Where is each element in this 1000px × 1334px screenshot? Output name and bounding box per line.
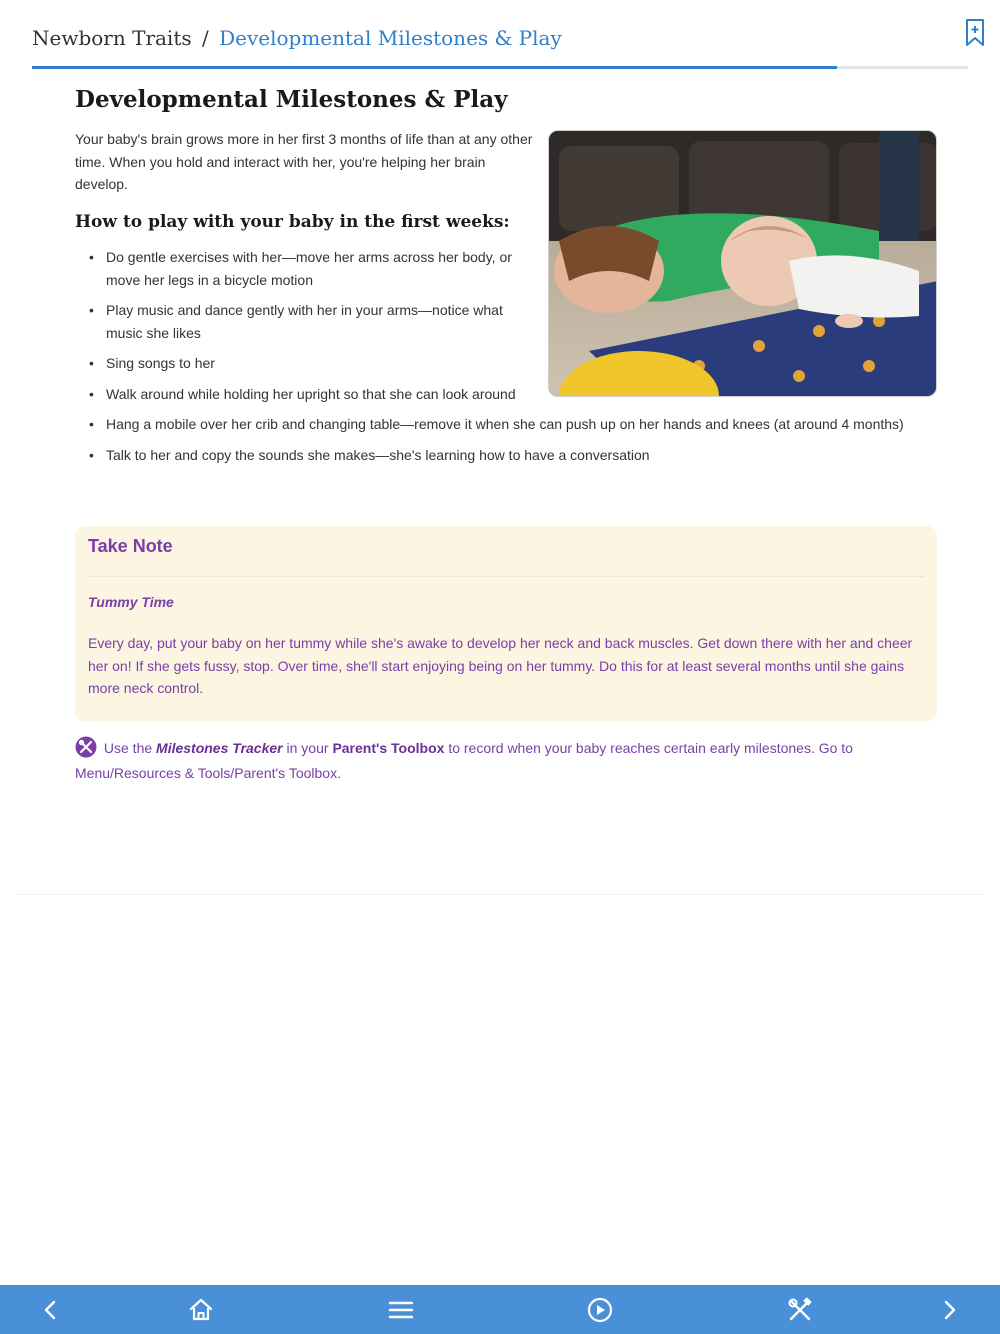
play-tips-list (75, 246, 937, 474)
article (75, 84, 937, 781)
list-item: • Walk around while holding her upright so that she can look around (75, 383, 537, 406)
breadcrumb (32, 26, 562, 50)
note-body: Every day, put your baby on her tummy while she's awake to develop her neck and back muscles. Get down there with her and cheer her on! If she gets fussy, stop. Over time, she'll start enjoying being on her tummy. Do this for at least several months until she gains more neck control. (88, 635, 913, 696)
content-end-divider (16, 894, 984, 895)
header (0, 0, 1000, 72)
back-arrow-icon[interactable] (36, 1295, 66, 1325)
bottom-navigation-bar (0, 1285, 1000, 1334)
tracker-text-3: to record when your baby reaches certain early milestones. Go to Menu/Resources & Tools/Parent's Toolbox. (75, 740, 853, 781)
breadcrumb-separator: / (201, 26, 209, 50)
breadcrumb-parent[interactable]: Newborn Traits (32, 26, 192, 50)
note-divider (88, 576, 924, 577)
tracker-text-2: in your (286, 740, 329, 756)
milestones-tracker-tip (75, 736, 937, 786)
parents-toolbox-link[interactable]: Parent's Toolbox (332, 740, 445, 756)
take-note-box (75, 526, 937, 721)
list-item: • Sing songs to her (75, 352, 537, 375)
list-item: • Hang a mobile over her crib and changing table—remove it when she can push up on her hands and knees (at around 4 months) (75, 413, 937, 436)
tracker-text-1: Use the (103, 740, 153, 756)
note-subtitle: Tummy Time (88, 594, 174, 610)
page-title: Developmental Milestones & Play (75, 86, 508, 113)
breadcrumb-current: Developmental Milestones & Play (219, 26, 562, 50)
play-icon[interactable] (585, 1295, 615, 1325)
home-icon[interactable] (186, 1295, 216, 1325)
list-item: • Talk to her and copy the sounds she makes—she's learning how to have a conversation (75, 444, 937, 467)
tools-icon (75, 736, 97, 758)
note-title: Take Note (88, 536, 173, 556)
milestones-tracker-link[interactable]: Milestones Tracker (156, 740, 283, 756)
section-subheading: How to play with your baby in the first weeks: (75, 212, 510, 232)
list-item: • Play music and dance gently with her in your arms—notice what music she likes (75, 299, 537, 344)
forward-arrow-icon[interactable] (934, 1295, 964, 1325)
menu-icon[interactable] (386, 1295, 416, 1325)
reading-progress-fill (32, 66, 837, 69)
reading-progress-bar (32, 66, 968, 69)
tools-icon[interactable] (785, 1295, 815, 1325)
list-item: • Do gentle exercises with her—move her arms across her body, or move her legs in a bicycle motion (75, 246, 537, 291)
intro-paragraph: Your baby's brain grows more in her first 3 months of life than at any other time. When you hold and interact with her, you're helping her brain develop. (75, 131, 533, 192)
bookmark-icon[interactable] (964, 18, 986, 48)
